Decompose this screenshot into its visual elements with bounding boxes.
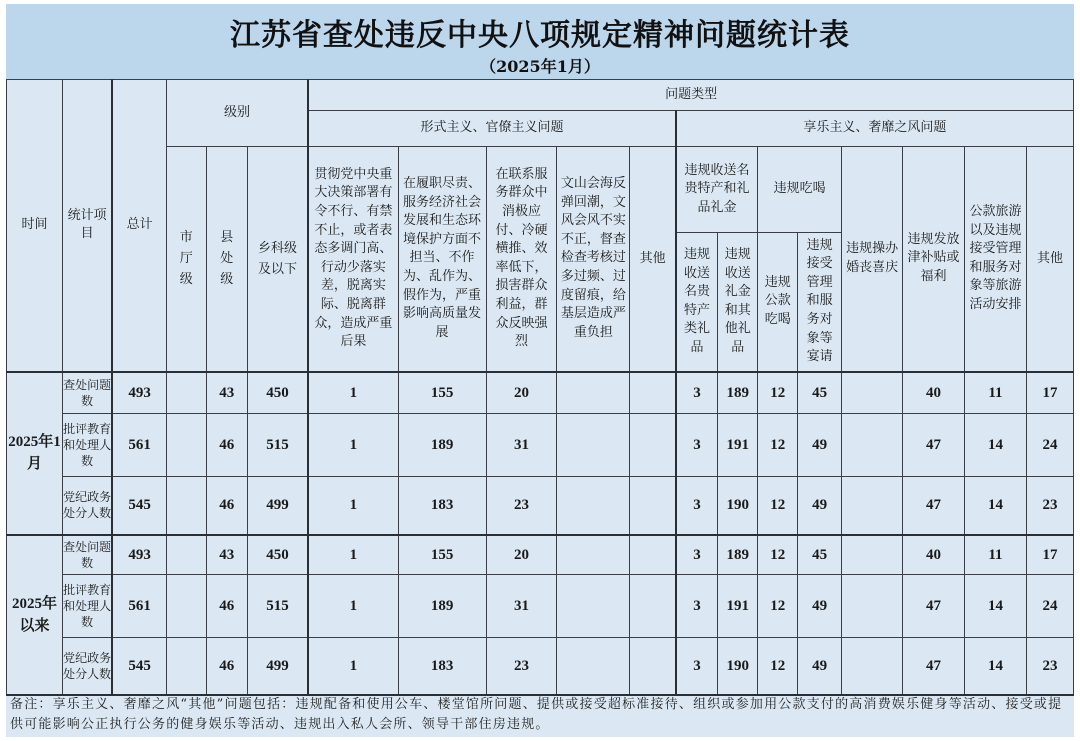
cell-g1: 3	[676, 372, 718, 414]
cell-d2: 45	[798, 535, 842, 575]
cell-city	[166, 535, 206, 575]
header-problem-type: 问题类型	[308, 80, 1073, 111]
cell-h3: 14	[964, 477, 1026, 535]
header-formalism-col-2: 在履职尽责、服务经济社会发展和生态环境保护方面不担当、不作为、乱作为、假作为，严重影响高质量发展	[398, 147, 486, 372]
cell-total: 493	[112, 535, 166, 575]
cell-h2: 40	[903, 372, 965, 414]
cell-f4	[557, 477, 630, 535]
cell-d2: 49	[798, 477, 842, 535]
cell-total: 561	[112, 575, 166, 638]
cell-township: 450	[247, 372, 308, 414]
table-row	[7, 372, 1074, 414]
cell-h1	[842, 414, 903, 477]
cell-h4: 24	[1026, 414, 1073, 477]
header-formalism-col-3: 在联系服务群众中消极应付、冷硬横推、效率低下，损害群众利益，群众反映强烈	[486, 147, 557, 372]
cell-f2: 155	[398, 535, 486, 575]
cell-g1: 3	[676, 414, 718, 477]
cell-city	[166, 477, 206, 535]
cell-d1: 12	[758, 575, 798, 638]
header-total: 总计	[112, 80, 166, 372]
cell-d2: 49	[798, 638, 842, 695]
cell-county: 43	[206, 535, 247, 575]
cell-d2: 45	[798, 372, 842, 414]
cell-township: 515	[247, 414, 308, 477]
cell-h4: 23	[1026, 477, 1073, 535]
cell-f5	[630, 477, 676, 535]
cell-f2: 189	[398, 414, 486, 477]
cell-township: 499	[247, 477, 308, 535]
cell-h4: 23	[1026, 638, 1073, 695]
header-dining-public: 违规公款吃喝	[758, 233, 798, 372]
cell-city	[166, 638, 206, 695]
cell-g1: 3	[676, 477, 718, 535]
cell-county: 46	[206, 477, 247, 535]
cell-f5	[630, 535, 676, 575]
cell-f4	[557, 638, 630, 695]
footnote: 备注：享乐主义、奢靡之风“其他”问题包括：违规配备和使用公车、楼堂馆所问题、提供或接受超标准接待、组织或参加用公款支付的高消费娱乐健身等活动、接受或提供可能影响公正执行公务的健身娱乐等活动、违规出入私人会所、领导干部住房违规。	[10, 697, 1063, 732]
cell-g2: 190	[718, 638, 758, 695]
cell-f1: 1	[308, 372, 398, 414]
cell-h3: 14	[964, 414, 1026, 477]
cell-f1: 1	[308, 535, 398, 575]
header-hedonism-other: 其他	[1026, 147, 1073, 372]
table-row	[7, 414, 1074, 477]
row-item: 党纪政务处分人数	[62, 638, 112, 695]
cell-h2: 47	[903, 477, 965, 535]
cell-d1: 12	[758, 414, 798, 477]
header-gifts-group: 违规收送名贵特产和礼品礼金	[676, 147, 758, 233]
cell-f4	[557, 535, 630, 575]
period-label: 2025年以来	[7, 535, 63, 695]
period-label: 2025年1月	[7, 372, 63, 535]
table-row	[7, 477, 1074, 535]
row-item: 查处问题数	[62, 535, 112, 575]
cell-d1: 12	[758, 638, 798, 695]
header-formalism-col-4: 文山会海反弹回潮，文风会风不实不正，督查检查考核过多过频、过度留痕，给基层造成严重负担	[557, 147, 630, 372]
row-item: 查处问题数	[62, 372, 112, 414]
cell-f2: 189	[398, 575, 486, 638]
table-row	[7, 575, 1074, 638]
cell-h1	[842, 372, 903, 414]
header-dining-group: 违规吃喝	[758, 147, 842, 233]
cell-county: 46	[206, 638, 247, 695]
header-formalism: 形式主义、官僚主义问题	[308, 111, 676, 147]
table-row	[7, 638, 1074, 695]
cell-h4: 17	[1026, 535, 1073, 575]
header-gifts-money: 违规收送礼金和其他礼品	[718, 233, 758, 372]
page-subtitle: （2025年1月）	[480, 57, 600, 76]
cell-f5	[630, 575, 676, 638]
cell-total: 545	[112, 638, 166, 695]
header-gifts-specialty: 违规收送名贵特产类礼品	[676, 233, 718, 372]
cell-f5	[630, 638, 676, 695]
cell-h3: 11	[964, 372, 1026, 414]
cell-h3: 14	[964, 638, 1026, 695]
cell-f3: 20	[486, 372, 557, 414]
cell-h1	[842, 535, 903, 575]
cell-f2: 183	[398, 477, 486, 535]
cell-f5	[630, 414, 676, 477]
cell-f3: 31	[486, 414, 557, 477]
cell-h2: 47	[903, 575, 965, 638]
cell-f1: 1	[308, 477, 398, 535]
cell-city	[166, 372, 206, 414]
cell-f4	[557, 372, 630, 414]
cell-g1: 3	[676, 575, 718, 638]
cell-f5	[630, 372, 676, 414]
row-item: 党纪政务处分人数	[62, 477, 112, 535]
cell-g2: 189	[718, 372, 758, 414]
header-level-county: 县处级	[206, 147, 247, 372]
cell-f4	[557, 575, 630, 638]
cell-f2: 183	[398, 638, 486, 695]
cell-f4	[557, 414, 630, 477]
cell-d1: 12	[758, 372, 798, 414]
cell-h1	[842, 477, 903, 535]
cell-d2: 49	[798, 414, 842, 477]
header-formalism-other: 其他	[630, 147, 676, 372]
cell-g2: 191	[718, 575, 758, 638]
cell-f3: 31	[486, 575, 557, 638]
cell-city	[166, 414, 206, 477]
cell-h2: 47	[903, 638, 965, 695]
header-hedonism: 享乐主义、奢靡之风问题	[676, 111, 1074, 147]
cell-h3: 14	[964, 575, 1026, 638]
header-level: 级别	[166, 80, 308, 147]
header-level-township: 乡科级及以下	[247, 147, 308, 372]
cell-f3: 23	[486, 477, 557, 535]
header-time: 时间	[7, 80, 63, 372]
cell-total: 493	[112, 372, 166, 414]
cell-h2: 47	[903, 414, 965, 477]
cell-township: 515	[247, 575, 308, 638]
row-item: 批评教育和处理人数	[62, 575, 112, 638]
statistics-table	[6, 79, 1074, 696]
cell-f2: 155	[398, 372, 486, 414]
cell-h2: 40	[903, 535, 965, 575]
title-band	[6, 4, 1074, 79]
cell-township: 450	[247, 535, 308, 575]
cell-total: 545	[112, 477, 166, 535]
header-allowances: 违规发放津补贴或福利	[903, 147, 965, 372]
cell-h1	[842, 638, 903, 695]
cell-f1: 1	[308, 575, 398, 638]
cell-county: 46	[206, 414, 247, 477]
cell-f3: 23	[486, 638, 557, 695]
cell-county: 46	[206, 575, 247, 638]
cell-h1	[842, 575, 903, 638]
table-row	[7, 535, 1074, 575]
cell-d1: 12	[758, 477, 798, 535]
cell-g2: 191	[718, 414, 758, 477]
cell-f1: 1	[308, 638, 398, 695]
cell-total: 561	[112, 414, 166, 477]
cell-f3: 20	[486, 535, 557, 575]
cell-g1: 3	[676, 535, 718, 575]
cell-g2: 189	[718, 535, 758, 575]
header-dining-banquet: 违规接受管理和服务对象等宴请	[798, 233, 842, 372]
cell-g2: 190	[718, 477, 758, 535]
cell-h3: 11	[964, 535, 1026, 575]
row-item: 批评教育和处理人数	[62, 414, 112, 477]
cell-d1: 12	[758, 535, 798, 575]
cell-d2: 49	[798, 575, 842, 638]
cell-h4: 17	[1026, 372, 1073, 414]
cell-g1: 3	[676, 638, 718, 695]
statistics-sheet	[6, 4, 1074, 737]
cell-city	[166, 575, 206, 638]
header-item: 统计项目	[62, 80, 112, 372]
header-level-city: 市厅级	[166, 147, 206, 372]
header-weddings-funerals: 违规操办婚丧喜庆	[842, 147, 903, 372]
header-public-travel: 公款旅游以及违规接受管理和服务对象等旅游活动安排	[964, 147, 1026, 372]
page-title: 江苏省查处违反中央八项规定精神问题统计表	[230, 18, 850, 53]
header-formalism-col-1: 贯彻党中央重大决策部署有令不行、有禁不止，或者表态多调门高、行动少落实差，脱离实际、脱离群众，造成严重后果	[308, 147, 398, 372]
cell-h4: 24	[1026, 575, 1073, 638]
cell-township: 499	[247, 638, 308, 695]
cell-county: 43	[206, 372, 247, 414]
cell-f1: 1	[308, 414, 398, 477]
